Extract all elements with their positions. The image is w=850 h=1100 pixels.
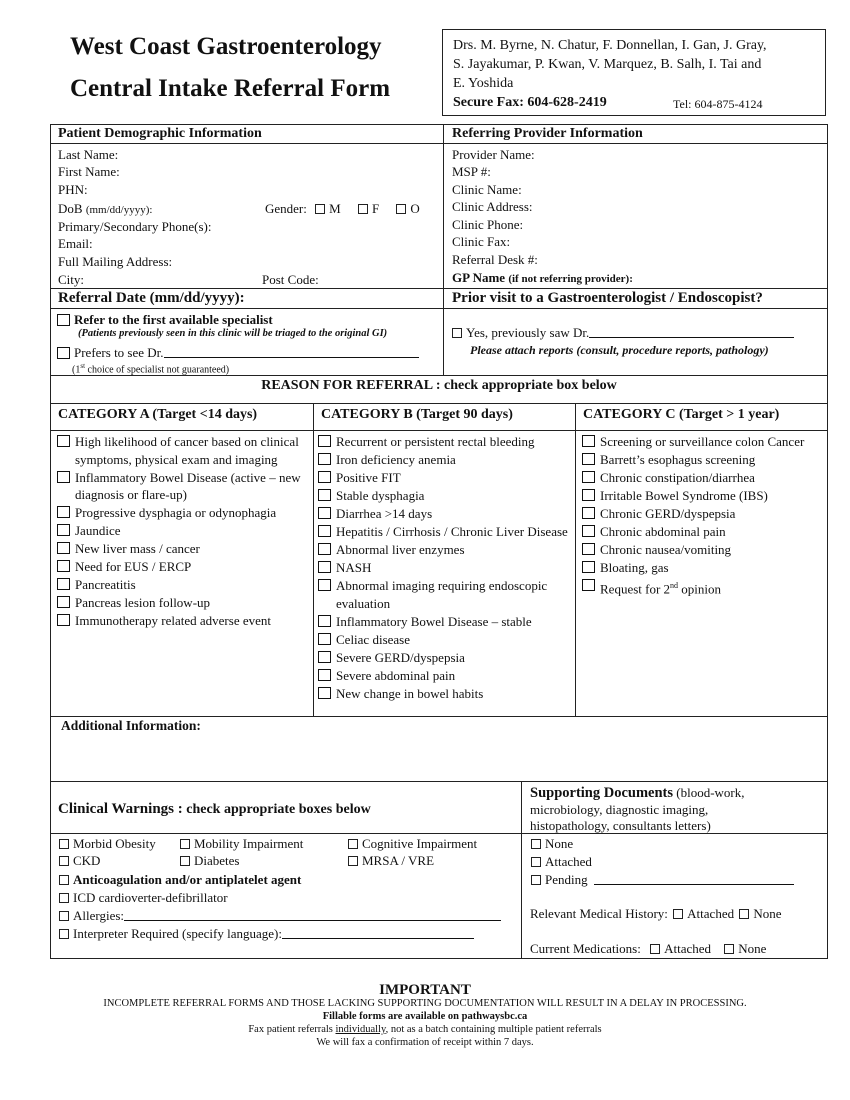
category-c-item[interactable]	[582, 487, 822, 505]
mobility-checkbox[interactable]	[180, 839, 190, 849]
category-b-checkbox[interactable]	[318, 453, 331, 465]
warning-anticoag[interactable]	[59, 871, 301, 888]
gender-label: Gender:	[265, 201, 307, 216]
supporting-attached-label: Attached	[545, 854, 592, 869]
dob-field[interactable]	[58, 200, 152, 219]
last-name-field[interactable]: Last Name:	[58, 147, 119, 162]
first-available-option[interactable]	[57, 311, 273, 328]
category-b-item-label: Diarrhea >14 days	[336, 506, 433, 521]
interpreter-line[interactable]	[282, 927, 474, 939]
patient-section-heading: Patient Demographic Information	[58, 126, 262, 141]
meds-attached-label: Attached	[664, 941, 712, 956]
additional-info-label: Additional Information:	[61, 718, 201, 733]
prefers-note-post: choice of specialist not guaranteed)	[85, 364, 230, 376]
prefers-label: Prefers to see Dr.	[74, 345, 164, 360]
category-c-checkbox[interactable]	[582, 489, 595, 501]
category-c-item[interactable]	[582, 559, 822, 577]
category-b-checkbox[interactable]	[318, 579, 331, 591]
category-a-checkbox[interactable]	[57, 596, 70, 608]
category-b-list	[318, 433, 572, 703]
category-b-checkbox[interactable]	[318, 651, 331, 663]
category-b-item-label: Severe abdominal pain	[336, 667, 456, 683]
prior-attach-note: Please attach reports (consult, procedure reports, pathology)	[470, 343, 769, 357]
category-b-heading: CATEGORY B (Target 90 days)	[321, 407, 513, 422]
category-a-item[interactable]	[57, 522, 307, 540]
category-a-checkbox[interactable]	[57, 506, 70, 518]
form-title-line1: West Coast Gastroenterology	[70, 33, 382, 60]
clinic-fax-field[interactable]: Clinic Fax:	[452, 234, 511, 249]
warning-icd[interactable]	[59, 889, 228, 906]
category-b-item[interactable]	[318, 451, 572, 469]
category-c-item-label	[600, 577, 721, 598]
category-a-item[interactable]	[57, 433, 307, 468]
category-a-item[interactable]	[57, 594, 307, 612]
supporting-none-checkbox[interactable]	[531, 839, 541, 849]
cognitive-label: Cognitive Impairment	[362, 836, 478, 851]
footer-line4: We will fax a confirmation of receipt within 7 days.	[316, 1037, 534, 1048]
category-c-item[interactable]	[582, 541, 822, 559]
address-field[interactable]: Full Mailing Address:	[58, 254, 173, 269]
category-a-item[interactable]	[57, 576, 307, 594]
first-name-field[interactable]: First Name:	[58, 164, 120, 179]
category-b-item[interactable]	[318, 541, 572, 559]
history-attached-checkbox[interactable]	[673, 909, 683, 919]
category-b-item-label: Inflammatory Bowel Disease – stable	[336, 613, 532, 629]
city-field[interactable]: City:	[58, 272, 85, 287]
category-b-item[interactable]	[318, 685, 572, 703]
provider-name-field[interactable]: Provider Name:	[452, 147, 535, 162]
anticoag-label: Anticoagulation and/or antiplatelet agent	[73, 872, 302, 887]
category-c-item[interactable]	[582, 505, 822, 523]
category-a-checkbox[interactable]	[57, 614, 70, 626]
category-a-list	[57, 433, 307, 630]
supporting-heading-line3: histopathology, consultants letters)	[530, 818, 711, 833]
category-a-item[interactable]	[57, 469, 307, 504]
category-b-checkbox[interactable]	[318, 543, 331, 555]
first-available-checkbox[interactable]	[57, 314, 70, 326]
gender-o-checkbox[interactable]	[396, 204, 406, 214]
supporting-attached-checkbox[interactable]	[531, 857, 541, 867]
category-c-heading: CATEGORY C (Target > 1 year)	[583, 407, 780, 422]
prior-yes-checkbox[interactable]	[452, 328, 462, 338]
clinic-address-field[interactable]: Clinic Address:	[452, 199, 533, 214]
category-b-checkbox[interactable]	[318, 687, 331, 699]
category-c-item-label: Chronic nausea/vomiting	[600, 542, 732, 557]
category-c-item-label: Chronic constipation/diarrhea	[600, 470, 755, 485]
warning-mrsa[interactable]	[348, 852, 434, 869]
category-c-item-label: Irritable Bowel Syndrome (IBS)	[600, 488, 768, 503]
prefers-note-sup: st	[80, 362, 86, 370]
warning-cognitive[interactable]	[348, 835, 477, 852]
first-available-label: Refer to the first available specialist	[74, 312, 273, 327]
category-a-item-label: Inflammatory Bowel Disease (active – new diagnosis or flare-up)	[75, 469, 301, 502]
second-opinion-post: opinion	[678, 581, 722, 597]
doctors-line2: S. Jayakumar, P. Kwan, V. Marquez, B. Salh, I. Tai and	[453, 57, 762, 72]
cognitive-checkbox[interactable]	[348, 839, 358, 849]
medical-history-row	[530, 905, 782, 922]
category-b-item-label: Stable dysphagia	[336, 488, 425, 503]
footer-line3	[0, 1024, 850, 1035]
ckd-label: CKD	[73, 853, 101, 868]
warning-interpreter[interactable]	[59, 925, 474, 942]
prefers-option[interactable]	[57, 344, 419, 361]
warning-morbid-obesity[interactable]	[59, 835, 156, 852]
category-b-checkbox[interactable]	[318, 507, 331, 519]
category-a-item[interactable]	[57, 540, 307, 558]
category-b-item[interactable]	[318, 469, 572, 487]
phn-field[interactable]: PHN:	[58, 182, 88, 197]
supporting-heading-bold: Supporting Documents	[530, 785, 674, 801]
category-c-checkbox[interactable]	[582, 435, 595, 447]
category-b-item-label: NASH	[336, 560, 372, 575]
medications-row	[530, 940, 766, 957]
warnings-heading-rest: check appropriate boxes below	[182, 802, 371, 817]
category-b-item[interactable]	[318, 577, 572, 612]
prior-yes-label: Yes, previously saw Dr.	[466, 325, 590, 340]
category-a-checkbox[interactable]	[57, 542, 70, 554]
dob-format: (mm/dd/yyyy):	[85, 204, 153, 216]
category-c-checkbox[interactable]	[582, 507, 595, 519]
category-b-checkbox[interactable]	[318, 669, 331, 681]
category-b-item-label: Hepatitis / Cirrhosis / Chronic Liver Disease	[336, 524, 568, 539]
warning-ckd[interactable]	[59, 852, 100, 869]
mobility-label: Mobility Impairment	[194, 836, 304, 851]
category-b-item-label: Abnormal liver enzymes	[336, 542, 465, 557]
category-b-item[interactable]	[318, 523, 572, 541]
allergies-checkbox[interactable]	[59, 911, 69, 921]
category-b-item[interactable]	[318, 613, 572, 631]
category-b-item-label: Abnormal imaging requiring endoscopic evaluation	[336, 578, 548, 611]
supporting-pending-checkbox[interactable]	[531, 875, 541, 885]
clinic-name-field[interactable]: Clinic Name:	[452, 182, 522, 197]
gender-m-label: M	[329, 201, 341, 216]
category-b-checkbox[interactable]	[318, 633, 331, 645]
gender-group	[265, 200, 420, 217]
category-b-item-label: Severe GERD/dyspepsia	[336, 649, 465, 665]
category-c-item-label: Bloating, gas	[600, 560, 669, 575]
doctors-line1: Drs. M. Byrne, N. Chatur, F. Donnellan, I. Gan, J. Gray,	[453, 38, 767, 53]
interpreter-checkbox[interactable]	[59, 929, 69, 939]
category-a-item-label: Need for EUS / ERCP	[75, 559, 192, 574]
category-c-item-label: Chronic GERD/dyspepsia	[600, 506, 736, 521]
prior-doctor-line[interactable]	[589, 326, 794, 338]
supporting-pending-line[interactable]	[594, 873, 794, 885]
category-c-item[interactable]	[582, 451, 822, 469]
msp-field[interactable]: MSP #:	[452, 164, 491, 179]
meds-none-checkbox[interactable]	[724, 944, 734, 954]
category-a-item[interactable]	[57, 504, 307, 522]
meds-attached-checkbox[interactable]	[650, 944, 660, 954]
category-b-item[interactable]	[318, 667, 572, 685]
category-b-checkbox[interactable]	[318, 561, 331, 573]
footer-line2: Fillable forms are available on pathwaysbc.ca	[322, 1011, 528, 1022]
post-code-field[interactable]: Post Code:	[262, 272, 319, 287]
category-b-checkbox[interactable]	[318, 489, 331, 501]
category-a-checkbox[interactable]	[57, 524, 70, 536]
interpreter-label: Interpreter Required (specify language):	[73, 926, 282, 941]
provider-section-heading: Referring Provider Information	[452, 126, 643, 141]
diabetes-checkbox[interactable]	[180, 856, 190, 866]
warning-diabetes[interactable]	[180, 852, 239, 869]
gender-m-checkbox[interactable]	[315, 204, 325, 214]
diabetes-label: Diabetes	[194, 853, 240, 868]
category-c-checkbox[interactable]	[582, 579, 595, 591]
meds-none-label: None	[738, 941, 767, 956]
supporting-heading-rest: (blood-work,	[673, 785, 745, 800]
prior-visit-heading: Prior visit to a Gastroenterologist / Endoscopist?	[452, 290, 763, 306]
category-c-item-label: Screening or surveillance colon Cancer	[600, 434, 805, 449]
gp-name-note: (if not referring provider):	[508, 273, 633, 285]
category-a-item-label: New liver mass / cancer	[75, 541, 200, 556]
medications-label: Current Medications:	[530, 941, 641, 956]
category-c-checkbox[interactable]	[582, 561, 595, 573]
footer-important: IMPORTANT	[379, 982, 471, 998]
icd-checkbox[interactable]	[59, 893, 69, 903]
second-opinion-pre: Request for 2	[600, 581, 671, 597]
category-a-item[interactable]	[57, 558, 307, 576]
history-none-label: None	[753, 906, 782, 921]
warning-allergies[interactable]	[59, 907, 501, 924]
second-opinion-sup: nd	[670, 581, 679, 590]
ckd-checkbox[interactable]	[59, 856, 69, 866]
category-a-item-label: High likelihood of cancer based on clinical symptoms, physical exam and imaging	[75, 434, 299, 467]
category-a-checkbox[interactable]	[57, 578, 70, 590]
dob-label: DoB	[58, 201, 83, 216]
category-a-checkbox[interactable]	[57, 560, 70, 572]
category-b-item[interactable]	[318, 631, 572, 649]
category-c-item[interactable]	[582, 469, 822, 487]
footer-line3-post: , not as a batch containing multiple patient referrals	[385, 1024, 602, 1035]
category-c-checkbox[interactable]	[582, 543, 595, 555]
category-b-checkbox[interactable]	[318, 615, 331, 627]
category-a-checkbox[interactable]	[57, 471, 70, 483]
phone-field[interactable]: Primary/Secondary Phone(s):	[58, 219, 212, 234]
referral-desk-field[interactable]: Referral Desk #:	[452, 252, 538, 267]
category-b-item[interactable]	[318, 487, 572, 505]
supporting-pending[interactable]	[531, 871, 794, 888]
morbid-obesity-label: Morbid Obesity	[73, 836, 156, 851]
gp-name-field[interactable]	[452, 269, 633, 288]
category-a-item-label: Pancreatitis	[75, 577, 136, 592]
prior-yes-option[interactable]	[452, 324, 794, 341]
email-field[interactable]: Email:	[58, 236, 93, 251]
supporting-docs-heading	[530, 784, 745, 802]
category-c-item-label: Chronic abdominal pain	[600, 524, 726, 539]
allergies-line[interactable]	[124, 909, 501, 921]
reason-for-referral-heading: REASON FOR REFERRAL : check appropriate box below	[261, 378, 617, 393]
category-b-item-label: Celiac disease	[336, 631, 410, 647]
gp-name-label: GP Name	[452, 270, 506, 285]
prefers-checkbox[interactable]	[57, 347, 70, 359]
mrsa-label: MRSA / VRE	[362, 853, 435, 868]
category-b-item[interactable]	[318, 433, 572, 451]
supporting-none[interactable]	[531, 835, 573, 852]
footer-line1: INCOMPLETE REFERRAL FORMS AND THOSE LACKING SUPPORTING DOCUMENTATION WILL RESULT IN A DELAY IN PROCESSING.	[103, 998, 747, 1009]
category-b-item[interactable]	[318, 559, 572, 577]
category-a-item-label: Pancreas lesion follow-up	[75, 595, 211, 610]
clinic-phone-field[interactable]: Clinic Phone:	[452, 217, 524, 232]
category-c-item[interactable]	[582, 433, 822, 451]
gender-f-checkbox[interactable]	[358, 204, 368, 214]
referral-date-field[interactable]: Referral Date (mm/dd/yyyy):	[58, 290, 245, 306]
icd-label: ICD cardioverter-defibrillator	[73, 890, 228, 905]
supporting-attached[interactable]	[531, 853, 592, 870]
category-a-item-label: Immunotherapy related adverse event	[75, 613, 271, 628]
supporting-pending-label: Pending	[545, 872, 588, 887]
category-c-checkbox[interactable]	[582, 453, 595, 465]
category-c-checkbox[interactable]	[582, 471, 595, 483]
supporting-none-label: None	[545, 836, 574, 851]
doctors-line3: E. Yoshida	[453, 76, 514, 91]
first-available-note: (Patients previously seen in this clinic will be triaged to the original GI)	[78, 328, 388, 339]
anticoag-checkbox[interactable]	[59, 875, 69, 885]
warnings-heading-bold: Clinical Warnings :	[58, 801, 183, 817]
category-a-item-label: Jaundice	[75, 523, 121, 538]
history-none-checkbox[interactable]	[739, 909, 749, 919]
medical-history-label: Relevant Medical History:	[530, 906, 668, 921]
gender-f-label: F	[371, 201, 380, 216]
category-a-checkbox[interactable]	[57, 435, 70, 447]
category-b-item-label: Recurrent or persistent rectal bleeding	[336, 434, 535, 449]
category-b-checkbox[interactable]	[318, 471, 331, 483]
allergies-label: Allergies:	[73, 908, 125, 923]
category-c-checkbox[interactable]	[582, 525, 595, 537]
prefers-note	[72, 362, 229, 375]
prefers-note-pre: (1	[72, 364, 81, 376]
category-b-item[interactable]	[318, 505, 572, 523]
mrsa-checkbox[interactable]	[348, 856, 358, 866]
category-b-checkbox[interactable]	[318, 525, 331, 537]
category-c-item-second-opinion[interactable]	[582, 577, 822, 598]
category-b-item-label: New change in bowel habits	[336, 685, 484, 701]
morbid-obesity-checkbox[interactable]	[59, 839, 69, 849]
gender-o-label: O	[410, 201, 420, 216]
secure-fax: Secure Fax: 604-628-2419	[453, 95, 607, 110]
category-b-item-label: Iron deficiency anemia	[336, 452, 456, 467]
category-a-item-label: Progressive dysphagia or odynophagia	[75, 505, 277, 520]
category-b-item[interactable]	[318, 649, 572, 667]
footer-line3-pre: Fax patient referrals	[248, 1024, 336, 1035]
category-b-checkbox[interactable]	[318, 435, 331, 447]
category-b-item-label: Positive FIT	[336, 470, 401, 485]
category-c-item[interactable]	[582, 523, 822, 541]
telephone: Tel: 604-875-4124	[673, 97, 763, 111]
category-c-list	[582, 433, 822, 598]
warning-mobility[interactable]	[180, 835, 303, 852]
category-a-item[interactable]	[57, 612, 307, 630]
clinical-warnings-heading	[58, 801, 371, 818]
footer-line3-underlined: individually	[335, 1024, 386, 1035]
form-title-line2: Central Intake Referral Form	[70, 75, 391, 102]
supporting-heading-line2: microbiology, diagnostic imaging,	[530, 802, 709, 817]
additional-info-area[interactable]	[52, 735, 826, 779]
history-attached-label: Attached	[687, 906, 735, 921]
category-a-heading: CATEGORY A (Target <14 days)	[58, 407, 258, 422]
prefers-doctor-line[interactable]	[164, 346, 419, 358]
category-c-item-label: Barrett’s esophagus screening	[600, 452, 756, 467]
